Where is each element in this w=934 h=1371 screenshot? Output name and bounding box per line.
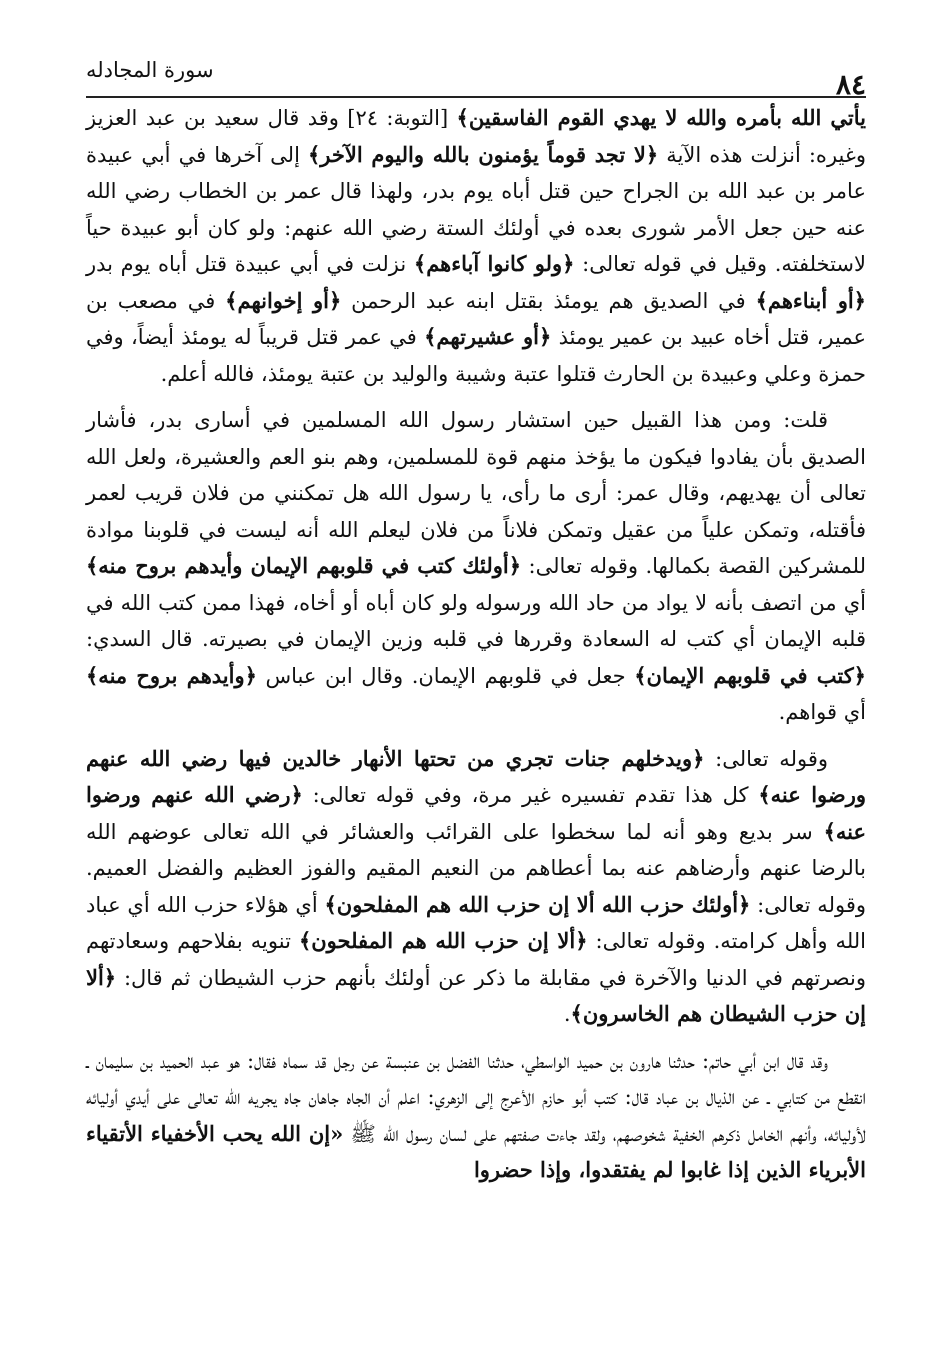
quran-quote: ﴿ألا إن حزب الله هم المفلحون﴾ bbox=[298, 928, 588, 953]
quran-quote: ﴿أو أبناءهم﴾ bbox=[755, 287, 866, 313]
quran-quote: ﴿أو عشيرتهم﴾ bbox=[424, 324, 552, 349]
quran-quote: ﴿كتب في قلوبهم الإيمان﴾ bbox=[634, 662, 866, 688]
quran-quote: ﴿أولئك حزب الله ألا إن حزب الله هم المفلحون﴾ bbox=[324, 891, 751, 917]
body-text: في الصديق هم يومئذ بقتل ابنه عبد الرحمن bbox=[341, 288, 756, 313]
quran-quote: ﴿أو إخوانهم﴾ bbox=[225, 287, 342, 313]
quran-quote: ﴿ولو كانوا آباءهم﴾ bbox=[413, 251, 575, 276]
body-text: إلى آخرها في أبي عبيدة عامر بن عبد الله بن الجراح حين قتل أباه يوم بدر، ولهذا قال عمر بن الخطاب رضي الله عنه حين جعل الأمر شورى بعده في أولئك الستة رضي الله عنهم: ولو كان أبو عبيدة حياً لاستخلفته. وقيل في قوله تعالى: bbox=[86, 142, 867, 276]
body-text: جعل في قلوبهم الإيمان. وقال ابن عباس bbox=[256, 663, 635, 688]
body-text: قلت: ومن هذا القبيل حين استشار رسول الله المسلمين في أسارى بدر، فأشار الصديق بأن يفادوا فيكون ما يؤخذ منهم قوة للمسلمين، وهم بنو العم والعشيرة، ولعل الله تعالى أن يهديهم، وقال عمر: أرى ما رأى، يا رسول الله هل تمكنني من فلان قريب لعمر فأقتله، وتمكن علياً من عقيل وتمكن فلاناً من فلان ليعلم الله أنه ليست في قلوبنا موادة للمشركين القصة بكمالها. وقوله تعالى: bbox=[86, 408, 866, 578]
quran-quote: ﴿ألا إن حزب الشيطان هم الخاسرون﴾ bbox=[86, 964, 866, 1026]
page-body bbox=[86, 100, 866, 1199]
body-text: نزلت في أبي عبيدة قتل أباه يوم بدر bbox=[86, 252, 414, 276]
quran-quote: ﴿رضي الله عنهم ورضوا عنه﴾ bbox=[86, 782, 866, 844]
quran-quote: ﴿ويدخلهم جنات تجري من تحتها الأنهار خالدين فيها رضي الله عنهم ورضوا عنه﴾ bbox=[86, 745, 867, 807]
paragraph-2 bbox=[86, 402, 866, 731]
paragraph-3 bbox=[86, 741, 866, 1033]
body-text: وقد قال ابن أبي حاتم: حدثنا هارون بن حميد الواسطي، حدثنا الفضل بن عنبسة عن رجل قد سماه فقال: هو عبد الحميد بن سليمان ـ انقطع من كتابي ـ عن الذيال بن عباد قال: كتب أبو حازم الأعرج إلى الزهري: اعلم أن الجاه جاهان جاه يجريه الله تعالى على أيدي أوليائه لأوليائه، وأنهم الخامل ذكرهم الخفية شخوصهم، ولقد جاءت صفتهم على لسان رسول الله ﷺ bbox=[86, 1048, 866, 1146]
body-text: أي قواهم. bbox=[778, 700, 866, 724]
body-text: في مصعب بن عمير، قتل أخاه عبيد بن عمير يومئذ bbox=[86, 288, 866, 349]
body-text: في عمر قتل قريباً له يومئذ أيضاً، وفي حمزة وعلي وعبيدة بن الحارث قتلوا عتبة وشيبة والوليد بن عتبة يومئذ، فالله أعلم. bbox=[86, 325, 866, 386]
quran-quote: يأتي الله بأمره والله لا يهدي القوم الفاسقين﴾ bbox=[456, 105, 866, 130]
quran-quote: ﴿أولئك كتب في قلوبهم الإيمان وأيدهم بروح منه﴾ bbox=[86, 553, 522, 578]
paragraph-1 bbox=[86, 100, 866, 392]
body-text: وقوله تعالى: bbox=[704, 746, 828, 771]
body-text: . bbox=[563, 1002, 571, 1026]
body-text: أي هؤلاء حزب الله أي عباد الله وأهل كرامته. وقوله تعالى: bbox=[86, 892, 867, 953]
quran-quote: «إن الله يحب الأخفياء الأتقياء الأبرياء الذين إذا غابوا لم يفتقدوا، وإذا حضروا bbox=[86, 1120, 866, 1182]
body-text: سر بديع وهو أنه لما سخطوا على القرائب والعشائر في الله تعالى عوضهم الله بالرضا عنهم وأرضاهم عنه بما أعطاهم من النعيم المقيم والفوز العظيم والفضل العميم. وقوله تعالى: bbox=[86, 819, 866, 917]
surah-title: سورة المجادله bbox=[86, 58, 214, 82]
quran-quote: ﴿لا تجد قوماً يؤمنون بالله واليوم الآخر﴾ bbox=[308, 141, 659, 167]
page-number: ٨٤ bbox=[835, 68, 866, 101]
quran-quote: ﴿وأيدهم بروح منه﴾ bbox=[86, 662, 257, 688]
body-text: كل هذا تقدم تفسيره غير مرة، وفي قوله تعالى: bbox=[302, 783, 759, 807]
body-text: [التوبة: ٢٤] وقد قال سعيد بن عبد العزيز وغيره: أنزلت هذه الآية bbox=[86, 106, 866, 167]
body-text: أي من اتصف بأنه لا يواد من حاد الله ورسوله ولو كان أباه أو أخاه، فهذا ممن كتب الله في قلبه الإيمان أي كتب له السعادة وقررها في قلبه وزين الإيمان في بصيرته. قال السدي: bbox=[86, 590, 866, 651]
body-text: تنويه بفلاحهم وسعادتهم ونصرتهم في الدنيا والآخرة في مقابلة ما ذكر عن أولئك بأنهم حزب الشيطان ثم قال: bbox=[86, 929, 866, 990]
paragraph-4 bbox=[86, 1043, 866, 1189]
page-header bbox=[86, 52, 866, 101]
